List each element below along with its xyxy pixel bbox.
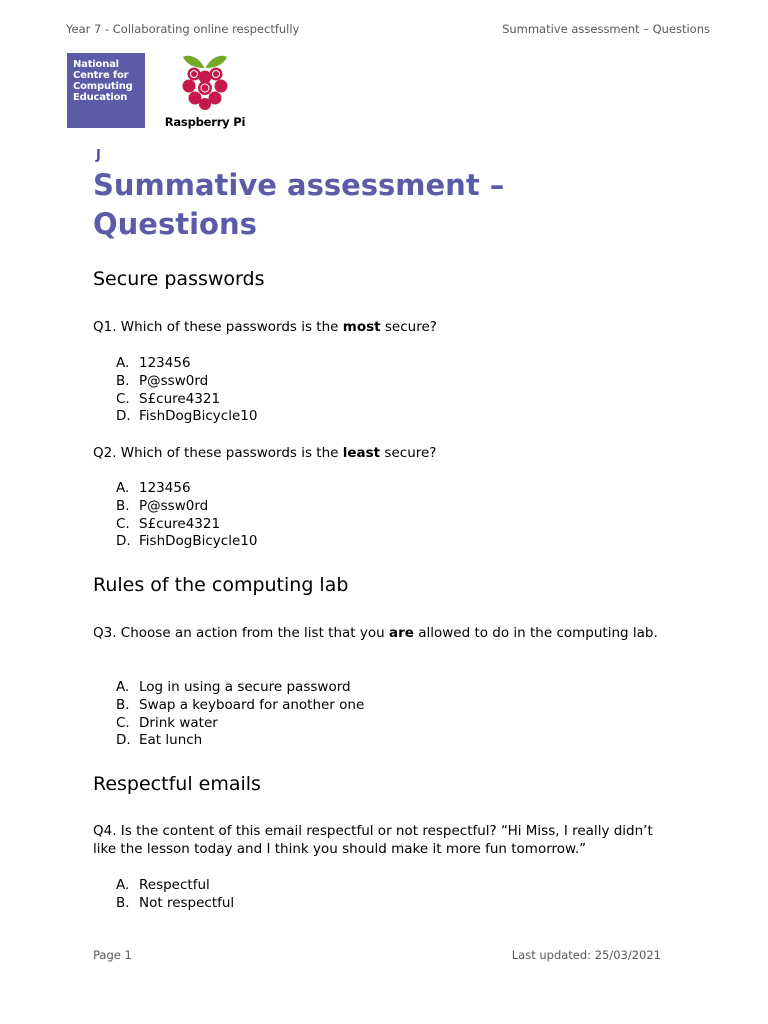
option-item <box>116 679 364 697</box>
option-letter: B. <box>116 497 130 514</box>
option-letter: C. <box>116 714 130 731</box>
question-1-options <box>116 355 257 426</box>
ncce-logo-line: Education <box>73 92 128 103</box>
option-item <box>116 732 364 750</box>
question-emphasis: are <box>388 625 414 641</box>
question-text: allowed to do in the computing lab. <box>413 625 658 641</box>
question-3-options <box>116 679 364 750</box>
option-text: Log in using a secure password <box>139 679 351 695</box>
ncce-logo <box>67 53 145 128</box>
question-text: Q2. Which of these passwords is the <box>93 445 343 461</box>
section-heading-secure-passwords: Secure passwords <box>93 268 265 290</box>
option-text: FishDogBicycle10 <box>139 533 258 550</box>
question-4 <box>93 822 668 858</box>
option-letter: A. <box>116 877 130 893</box>
option-text: P@ssw0rd <box>139 372 209 389</box>
stray-mark: J <box>96 148 101 163</box>
option-letter: D. <box>116 408 131 425</box>
question-text: Q1. Which of these passwords is the <box>93 319 343 335</box>
option-text: FishDogBicycle10 <box>139 408 258 425</box>
option-letter: A. <box>116 480 130 496</box>
option-letter: A. <box>116 679 130 695</box>
option-item <box>116 480 257 498</box>
ncce-logo-line: Computing <box>73 81 133 92</box>
section-heading-computing-lab: Rules of the computing lab <box>93 574 349 596</box>
question-emphasis: most <box>342 319 381 335</box>
question-3 <box>93 624 668 642</box>
option-item <box>116 516 257 534</box>
footer-last-updated: Last updated: 25/03/2021 <box>511 948 661 962</box>
option-item <box>116 355 257 373</box>
ncce-logo-line: Centre for <box>73 70 129 81</box>
option-text: 123456 <box>139 355 191 371</box>
option-item <box>116 498 257 516</box>
option-letter: C. <box>116 515 130 532</box>
option-text: P@ssw0rd <box>139 497 209 514</box>
header-left-text: Year 7 - Collaborating online respectfully <box>66 22 300 36</box>
option-letter: D. <box>116 732 131 749</box>
question-text: secure? <box>380 445 437 461</box>
question-text: Q4. Is the content of this email respectful or not respectful? “Hi Miss, I really didn’t like the lesson today and I think you should make it more fun tomorrow.” <box>93 823 653 857</box>
footer-page-number: Page 1 <box>93 948 132 962</box>
question-text: secure? <box>380 319 437 335</box>
raspberry-pi-logo <box>160 53 250 131</box>
header-right-text: Summative assessment – Questions <box>502 22 710 36</box>
option-text: S£cure4321 <box>139 390 221 407</box>
option-item <box>116 408 257 426</box>
option-item <box>116 697 364 715</box>
option-text: Eat lunch <box>139 732 203 749</box>
raspberry-pi-name: Raspberry Pi <box>164 115 246 129</box>
section-heading-respectful-emails: Respectful emails <box>93 773 261 795</box>
option-item <box>116 373 257 391</box>
option-text: 123456 <box>139 480 191 496</box>
ncce-logo-line: National <box>73 59 119 70</box>
option-letter: A. <box>116 355 130 371</box>
option-letter: C. <box>116 390 130 407</box>
question-emphasis: least <box>342 445 381 461</box>
option-item <box>116 895 234 913</box>
option-item <box>116 533 257 551</box>
question-text: Q3. Choose an action from the list that you <box>93 625 389 641</box>
option-text: Drink water <box>139 714 218 731</box>
option-text: Not respectful <box>139 894 235 911</box>
option-letter: D. <box>116 533 131 550</box>
option-text: S£cure4321 <box>139 515 221 532</box>
question-2 <box>93 444 668 462</box>
question-4-options <box>116 877 234 913</box>
question-2-options <box>116 480 257 551</box>
raspberry-icon <box>179 53 231 111</box>
option-letter: B. <box>116 894 130 911</box>
question-1 <box>93 318 668 336</box>
option-item <box>116 877 234 895</box>
page-title: Summative assessment – Questions <box>93 168 505 241</box>
option-item <box>116 715 364 733</box>
option-text: Swap a keyboard for another one <box>139 696 365 713</box>
option-text: Respectful <box>139 877 210 893</box>
option-letter: B. <box>116 696 130 713</box>
option-letter: B. <box>116 372 130 389</box>
option-item <box>116 391 257 409</box>
